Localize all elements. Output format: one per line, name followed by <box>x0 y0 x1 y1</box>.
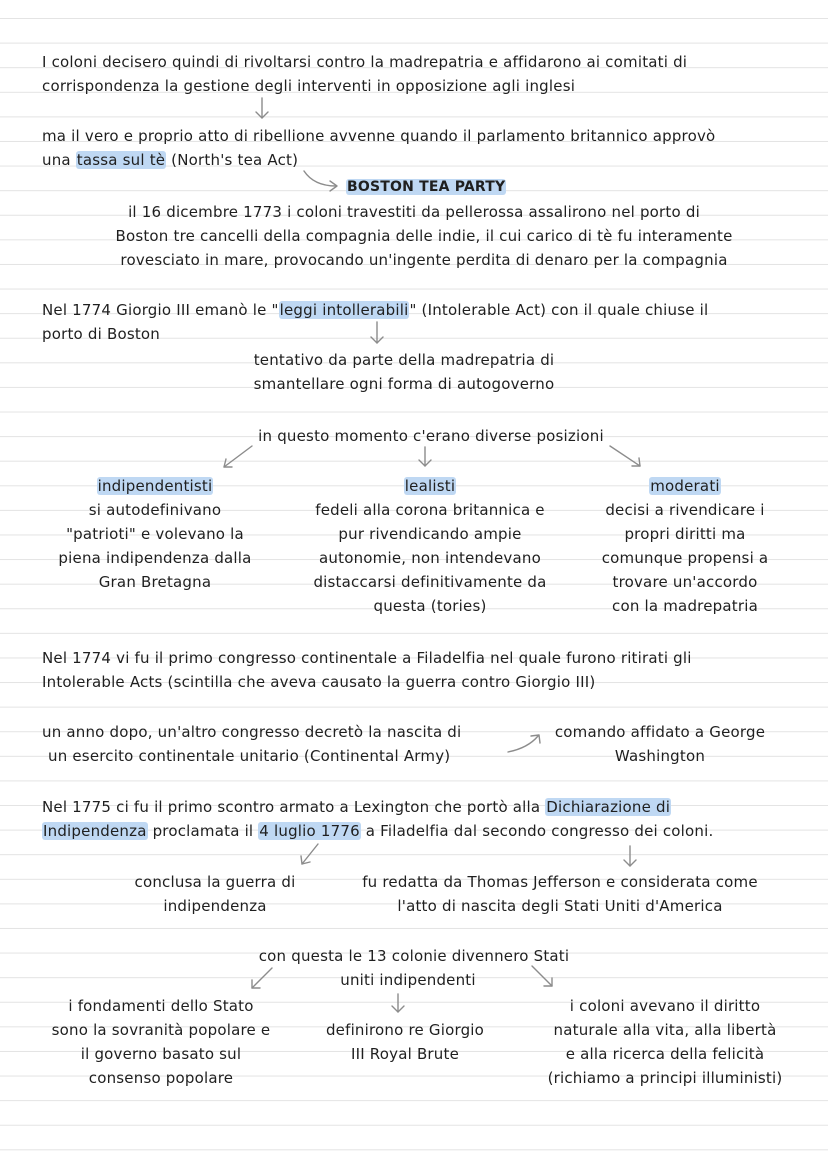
arrow-down-left-icon <box>301 844 318 864</box>
intolerable-note-1: tentativo da parte della madrepatria di <box>253 351 555 369</box>
moderati-line: comunque propensi a <box>601 549 769 567</box>
washington-note-1: comando affidato a George <box>554 723 766 741</box>
moderati-line: trovare un'accordo <box>612 573 758 591</box>
arrow-curved-icon <box>304 171 337 191</box>
arrow-down-icon <box>371 322 383 343</box>
lealisti-line: pur rivendicando ampie <box>338 525 522 543</box>
tea-act-line-2 <box>42 150 298 170</box>
jefferson-line-1: fu redatta da Thomas Jefferson e considerata come <box>362 873 758 891</box>
congress1-line-1: Nel 1774 vi fu il primo congresso continentale a Filadelfia nel quale furono ritirati gli <box>42 649 692 667</box>
war-ended-line-1: conclusa la guerra di <box>134 873 296 891</box>
royal-brute-line: definirono re Giorgio <box>325 1021 485 1039</box>
group-name-indipendentisti <box>60 476 250 496</box>
rights-line: i coloni avevano il diritto <box>569 997 761 1015</box>
btp-line-3: rovesciato in mare, provocando un'ingente perdita di denaro per la compagnia <box>120 251 728 269</box>
intolerable-prefix: Nel 1774 Giorgio III emanò le " <box>42 301 279 319</box>
foundations-line: sono la sovranità popolare e <box>51 1021 271 1039</box>
declaration-highlight-1: Dichiarazione di <box>546 798 671 816</box>
intolerable-note-2: smantellare ogni forma di autogoverno <box>253 375 555 393</box>
royal-brute-line: III Royal Brute <box>350 1045 460 1063</box>
intolerable-laws-highlight: leggi intollerabili <box>279 301 409 319</box>
arrow-down-left-icon <box>224 446 252 467</box>
positions-heading: in questo momento c'erano diverse posizioni <box>258 427 604 445</box>
tea-act-line-1: ma il vero e proprio atto di ribellione avvenne quando il parlamento britannico approvò <box>42 127 716 145</box>
moderati-line: con la madrepatria <box>612 597 758 615</box>
washington-note-2: Washington <box>614 747 706 765</box>
war-ended-line-2: indipendenza <box>163 897 267 915</box>
moderati-line: decisi a rivendicare i <box>605 501 765 519</box>
rights-line: e alla ricerca della felicità <box>565 1045 765 1063</box>
date-highlight: 4 luglio 1776 <box>259 822 360 840</box>
btp-line-2: Boston tre cancelli della compagnia delle indie, il cui carico di tè fu interamente <box>115 227 733 245</box>
boston-tea-party-title <box>346 177 506 197</box>
intolerable-suffix: " (Intolerable Act) con il quale chiuse il <box>409 301 709 319</box>
group-name-lealisti <box>300 476 560 496</box>
intolerable-line-1 <box>42 300 708 320</box>
btp-line-1: il 16 dicembre 1773 i coloni travestiti da pellerossa assalirono nel porto di <box>128 203 700 221</box>
independence-suffix: a Filadelfia dal secondo congresso dei coloni. <box>360 822 714 840</box>
outcome-line-1: con questa le 13 colonie divennero Stati <box>258 947 570 965</box>
arrow-down-icon <box>392 994 404 1012</box>
arrow-down-icon <box>419 447 431 466</box>
indipendentisti-line: si autodefinivano <box>88 501 222 519</box>
lealisti-line: distaccarsi definitivamente da <box>313 573 547 591</box>
indipendentisti-line: Gran Bretagna <box>98 573 212 591</box>
boston-tea-party-highlight: BOSTON TEA PARTY <box>347 179 506 195</box>
foundations-line: i fondamenti dello Stato <box>68 997 254 1015</box>
jefferson-line-2: l'atto di nascita degli Stati Uniti d'America <box>397 897 723 915</box>
foundations-line: il governo basato sul <box>80 1045 242 1063</box>
independence-mid: proclamata il <box>147 822 259 840</box>
independence-line-2 <box>42 821 713 841</box>
independence-prefix: Nel 1775 ci fu il primo scontro armato a Lexington che portò alla <box>42 798 546 816</box>
arrow-down-right-icon <box>610 446 640 466</box>
arrow-down-icon <box>256 98 268 118</box>
indipendentisti-label: indipendentisti <box>97 477 213 495</box>
moderati-line: propri diritti ma <box>624 525 746 543</box>
congress1-line-2: Intolerable Acts (scintilla che aveva causato la guerra contro Giorgio III) <box>42 673 596 691</box>
independence-line-1 <box>42 797 671 817</box>
lealisti-line: questa (tories) <box>373 597 487 615</box>
lealisti-line: autonomie, non intendevano <box>319 549 541 567</box>
indipendentisti-line: "patrioti" e volevano la <box>66 525 244 543</box>
rights-line: naturale alla vita, alla libertà <box>553 1021 777 1039</box>
arrow-curved-icon <box>508 735 540 752</box>
tea-act-prefix: una <box>42 151 76 169</box>
indipendentisti-line: piena indipendenza dalla <box>58 549 252 567</box>
moderati-label: moderati <box>650 477 720 495</box>
lealisti-label: lealisti <box>404 477 456 495</box>
outcome-line-2: uniti indipendenti <box>340 971 476 989</box>
foundations-line: consenso popolare <box>88 1069 234 1087</box>
rights-line: (richiamo a principi illuministi) <box>547 1069 783 1087</box>
lealisti-line: fedeli alla corona britannica e <box>315 501 545 519</box>
tea-tax-highlight: tassa sul tè <box>76 151 166 169</box>
intro-line-1: I coloni decisero quindi di rivoltarsi contro la madrepatria e affidarono ai comitati di <box>42 53 688 71</box>
group-name-moderati <box>590 476 780 496</box>
tea-act-suffix: (North's tea Act) <box>166 151 299 169</box>
congress2-line-2: un esercito continentale unitario (Continental Army) <box>48 747 451 765</box>
congress2-line-1: un anno dopo, un'altro congresso decretò la nascita di <box>42 723 462 741</box>
intolerable-line-2: porto di Boston <box>42 325 160 343</box>
arrow-down-icon <box>624 846 636 866</box>
intro-line-2: corrispondenza la gestione degli interventi in opposizione agli inglesi <box>42 77 576 95</box>
declaration-highlight-2: Indipendenza <box>43 822 147 840</box>
